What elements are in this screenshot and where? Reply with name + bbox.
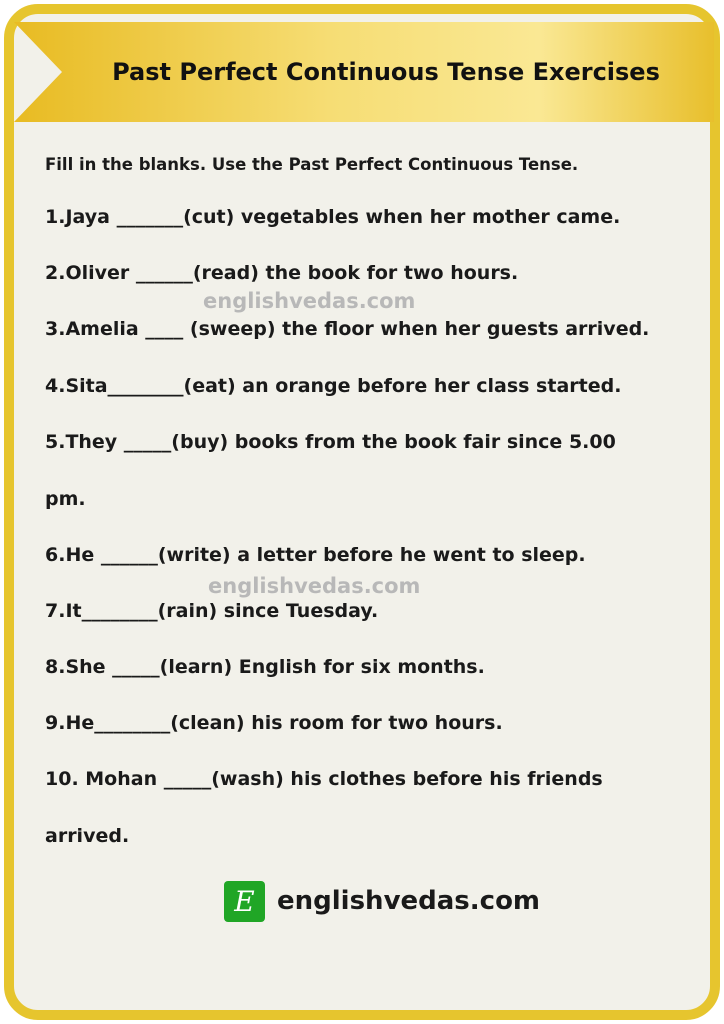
exercise-line: 7.It________(rain) since Tuesday.: [45, 600, 379, 622]
instruction-text: Fill in the blanks. Use the Past Perfect Continuous Tense.: [45, 155, 579, 174]
exercise-line: 3.Amelia ____ (sweep) the floor when her guests arrived.: [45, 318, 650, 340]
footer-brand: [224, 880, 540, 922]
englishvedas-logo-icon: E: [224, 881, 265, 922]
page-title: Past Perfect Continuous Tense Exercises: [112, 58, 660, 86]
title-banner: [14, 22, 714, 122]
footer-site-name: englishvedas.com: [277, 886, 541, 916]
exercise-line: 5.They _____(buy) books from the book fair since 5.00: [45, 431, 616, 453]
exercise-line: 6.He ______(write) a letter before he went to sleep.: [45, 544, 586, 566]
exercise-line: 1.Jaya _______(cut) vegetables when her mother came.: [45, 206, 621, 228]
watermark-text: englishvedas.com: [208, 574, 421, 598]
exercise-line: pm.: [45, 488, 86, 510]
exercise-line: 4.Sita________(eat) an orange before her class started.: [45, 375, 622, 397]
exercise-line: 2.Oliver ______(read) the book for two hours.: [45, 262, 519, 284]
exercise-line: 10. Mohan _____(wash) his clothes before his friends: [45, 768, 603, 790]
watermark-text: englishvedas.com: [203, 289, 416, 313]
exercise-line: 9.He________(clean) his room for two hours.: [45, 712, 503, 734]
exercise-line: 8.She _____(learn) English for six months.: [45, 656, 485, 678]
exercise-line: arrived.: [45, 825, 130, 847]
